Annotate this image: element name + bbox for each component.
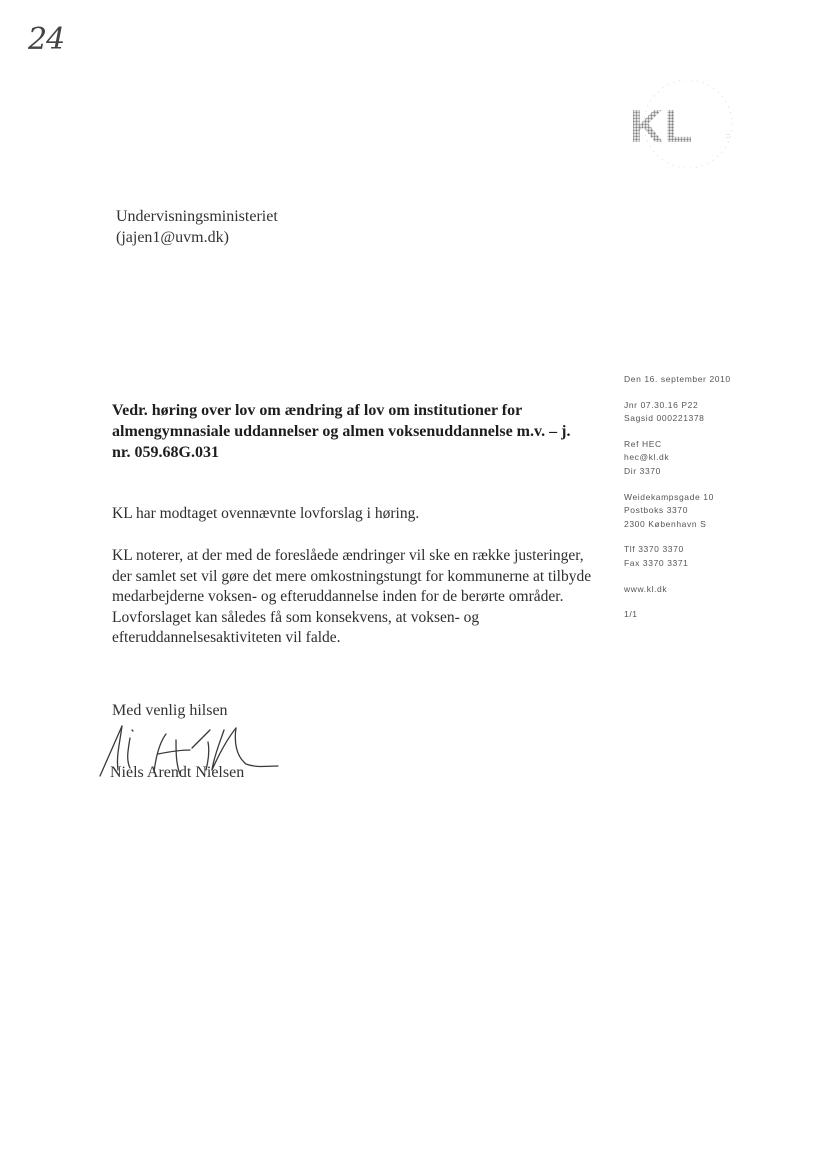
page-count: 1/1 [624, 609, 638, 620]
kl-logo [626, 78, 746, 174]
recipient-email: (jajen1@uvm.dk) [116, 229, 229, 246]
letter-date: Den 16. september 2010 [624, 374, 731, 384]
phone: Tlf 3370 3370 [624, 544, 684, 555]
subject-heading: Vedr. høring over lov om ændring af lov om institutioner for almengymnasiale uddannelser og almen voksenuddannelse m.v. – j. nr. 059.68G.031 [112, 402, 571, 461]
svg-text:::: :: [726, 133, 730, 140]
postbox: Postboks 3370 [624, 505, 689, 516]
reference: Ref HEC [624, 438, 662, 449]
closing-phrase: Med venlig hilsen [112, 702, 228, 719]
body-paragraph-2: KL noterer, at der med de foreslåede ændringer vil ske en række justeringer, der samlet set vil gøre det mere omkostningstungt for kommunerne at tilbyde medarbejderne voksen- og efteruddannelse inden for de berørte områder. Lovforslaget kan således få som konsekvens, at voksen- og efteruddannelsesaktiviteten vil falde. [112, 547, 592, 646]
street-address: Weidekampsgade 10 [624, 491, 714, 502]
postal-city: 2300 København S [624, 518, 707, 529]
journal-number: Jnr 07.30.16 P22 [624, 399, 699, 410]
svg-text:KL: KL [630, 100, 694, 152]
body-paragraph-1: KL har modtaget ovennævnte lovforslag i høring. [112, 505, 420, 522]
signer-name: Niels Arendt Nielsen [110, 764, 245, 781]
recipient-name: Undervisningsministeriet [116, 208, 278, 225]
contact-email: hec@kl.dk [624, 452, 670, 463]
case-id: Sagsid 000221378 [624, 413, 705, 424]
handwritten-page-number: 24 [28, 22, 65, 57]
recipient-block [116, 206, 278, 248]
letter-sidebar [624, 373, 784, 622]
website: www.kl.dk [624, 583, 668, 594]
fax: Fax 3370 3371 [624, 557, 689, 568]
direct-phone: Dir 3370 [624, 465, 661, 476]
